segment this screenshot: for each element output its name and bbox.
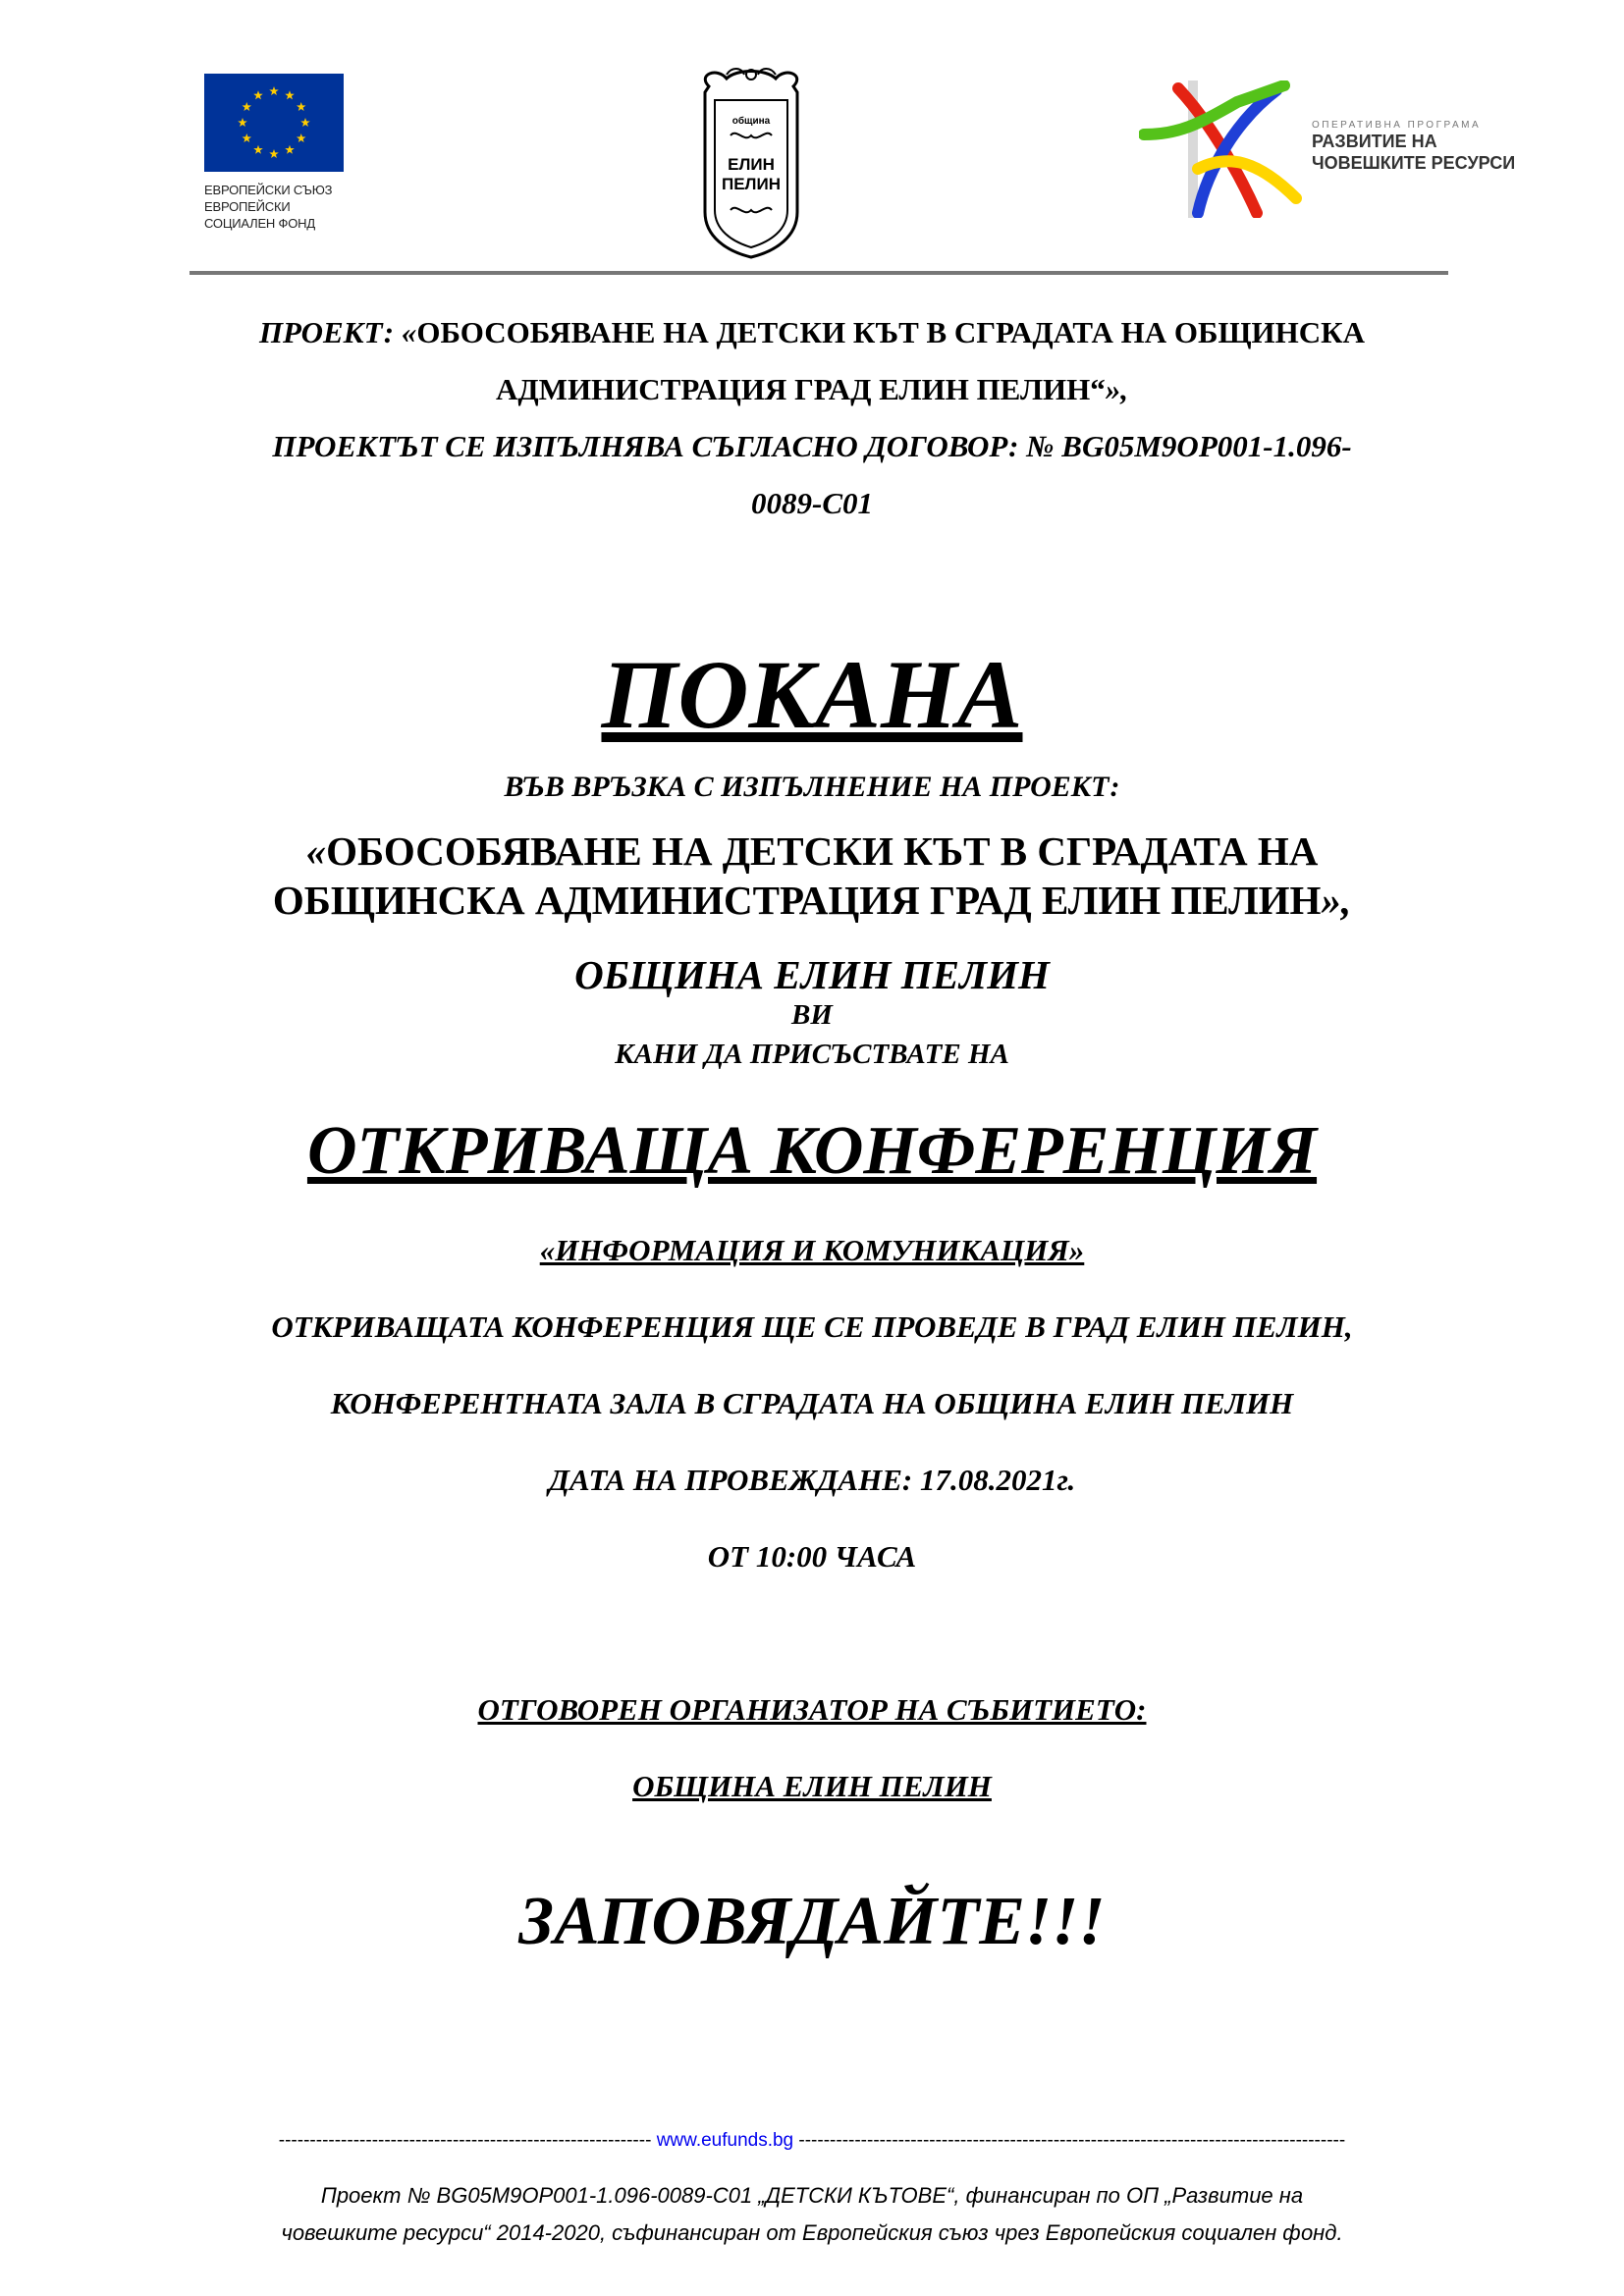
venue-line-2: КОНФЕРЕНТНАТА ЗАЛА В СГРАДАТА НА ОБЩИНА ЕЛИН ПЕЛИН bbox=[330, 1386, 1294, 1420]
venue-line-1: ОТКРИВАЩАТА КОНФЕРЕНЦИЯ ЩЕ СЕ ПРОВЕДЕ В ГРАД ЕЛИН ПЕЛИН, bbox=[271, 1309, 1353, 1344]
op-emblem-icon bbox=[1139, 80, 1306, 218]
crest-name-line: ЕЛИН bbox=[728, 155, 775, 174]
municipality-crest bbox=[687, 65, 815, 261]
event-title: ОТКРИВАЩА КОНФЕРЕНЦИЯ bbox=[306, 1113, 1318, 1189]
crest-small-word: община bbox=[731, 116, 771, 127]
organizer-label: ОТГОВОРЕН ОРГАНИЗАТОР НА СЪБИТИЕТО: bbox=[477, 1692, 1147, 1727]
eufunds-link[interactable]: www.eufunds.bg bbox=[656, 2130, 794, 2151]
footer-dashes-right: ---------------------------------------------------------------------------------------- bbox=[798, 2130, 1346, 2151]
organizer-name: ОБЩИНА ЕЛИН ПЕЛИН bbox=[632, 1769, 992, 1803]
invitation-subtitle: ВЪВ ВРЪЗКА С ИЗПЪЛНЕНИЕ НА ПРОЕКТ: bbox=[504, 771, 1120, 803]
header-divider bbox=[189, 271, 1448, 275]
event-date: ДАТА НА ПРОВЕЖДАНЕ: 17.08.2021г. bbox=[548, 1463, 1076, 1497]
footer-dashes-left: ------------------------------------------------------------ bbox=[278, 2130, 652, 2151]
contract-number-end: 0089-C01 bbox=[751, 486, 873, 520]
project-name-line-1: «ОБОСОБЯВАНЕ НА ДЕТСКИ КЪТ В СГРАДАТА НА bbox=[305, 828, 1319, 874]
contract-line: ПРОЕКТЪТ СЕ ИЗПЪЛНЯВА СЪГЛАСНО ДОГОВОР: № BG05M9OP001-1.096- bbox=[272, 429, 1352, 463]
project-header-line-2: АДМИНИСТРАЦИЯ ГРАД ЕЛИН ПЕЛИН“», bbox=[495, 372, 1129, 406]
eu-caption-line: ЕВРОПЕЙСКИ СЪЮЗ bbox=[204, 183, 333, 197]
eu-logo bbox=[204, 74, 352, 232]
op-name-line: РАЗВИТИЕ НА bbox=[1312, 132, 1437, 151]
event-time: ОТ 10:00 ЧАСА bbox=[707, 1539, 917, 1574]
eu-flag-icon bbox=[204, 74, 344, 172]
eu-caption-line: ЕВРОПЕЙСКИ bbox=[204, 199, 291, 214]
event-theme: «ИНФОРМАЦИЯ И КОМУНИКАЦИЯ» bbox=[539, 1233, 1085, 1267]
op-name-line: ЧОВЕШКИТЕ РЕСУРСИ bbox=[1312, 153, 1516, 173]
host-name: ОБЩИНА ЕЛИН ПЕЛИН bbox=[574, 952, 1050, 997]
closing-phrase: ЗАПОВЯДАЙТЕ!!! bbox=[518, 1884, 1106, 1959]
host-line-3: КАНИ ДА ПРИСЪСТВАТЕ НА bbox=[615, 1039, 1009, 1070]
project-name-line-2: ОБЩИНСКА АДМИНИСТРАЦИЯ ГРАД ЕЛИН ПЕЛИН», bbox=[272, 878, 1352, 923]
host-line-2: ВИ bbox=[791, 999, 833, 1031]
footer-note-line: човешките ресурси“ 2014-2020, съфинансиран от Европейския съюз чрез Европейския социален фонд. bbox=[281, 2220, 1343, 2245]
operational-programme-logo bbox=[1139, 80, 1532, 218]
project-header-line-1: ПРОЕКТ: «ОБОСОБЯВАНЕ НА ДЕТСКИ КЪТ В СГРАДАТА НА ОБЩИНСКА bbox=[258, 315, 1366, 349]
op-small-line: ОПЕРАТИВНА ПРОГРАМА bbox=[1312, 120, 1482, 131]
eu-caption-line: СОЦИАЛЕН ФОНД bbox=[204, 216, 315, 231]
footer-note-line: Проект № BG05M9OP001-1.096-0089-C01 „ДЕТСКИ КЪТОВЕ“, финансиран по ОП „Развитие на bbox=[320, 2183, 1304, 2208]
invitation-title: ПОКАНА bbox=[601, 640, 1023, 749]
footer-divider bbox=[0, 2130, 1624, 2152]
footer-note bbox=[0, 2177, 1624, 2252]
crest-name-line: ПЕЛИН bbox=[722, 175, 781, 193]
